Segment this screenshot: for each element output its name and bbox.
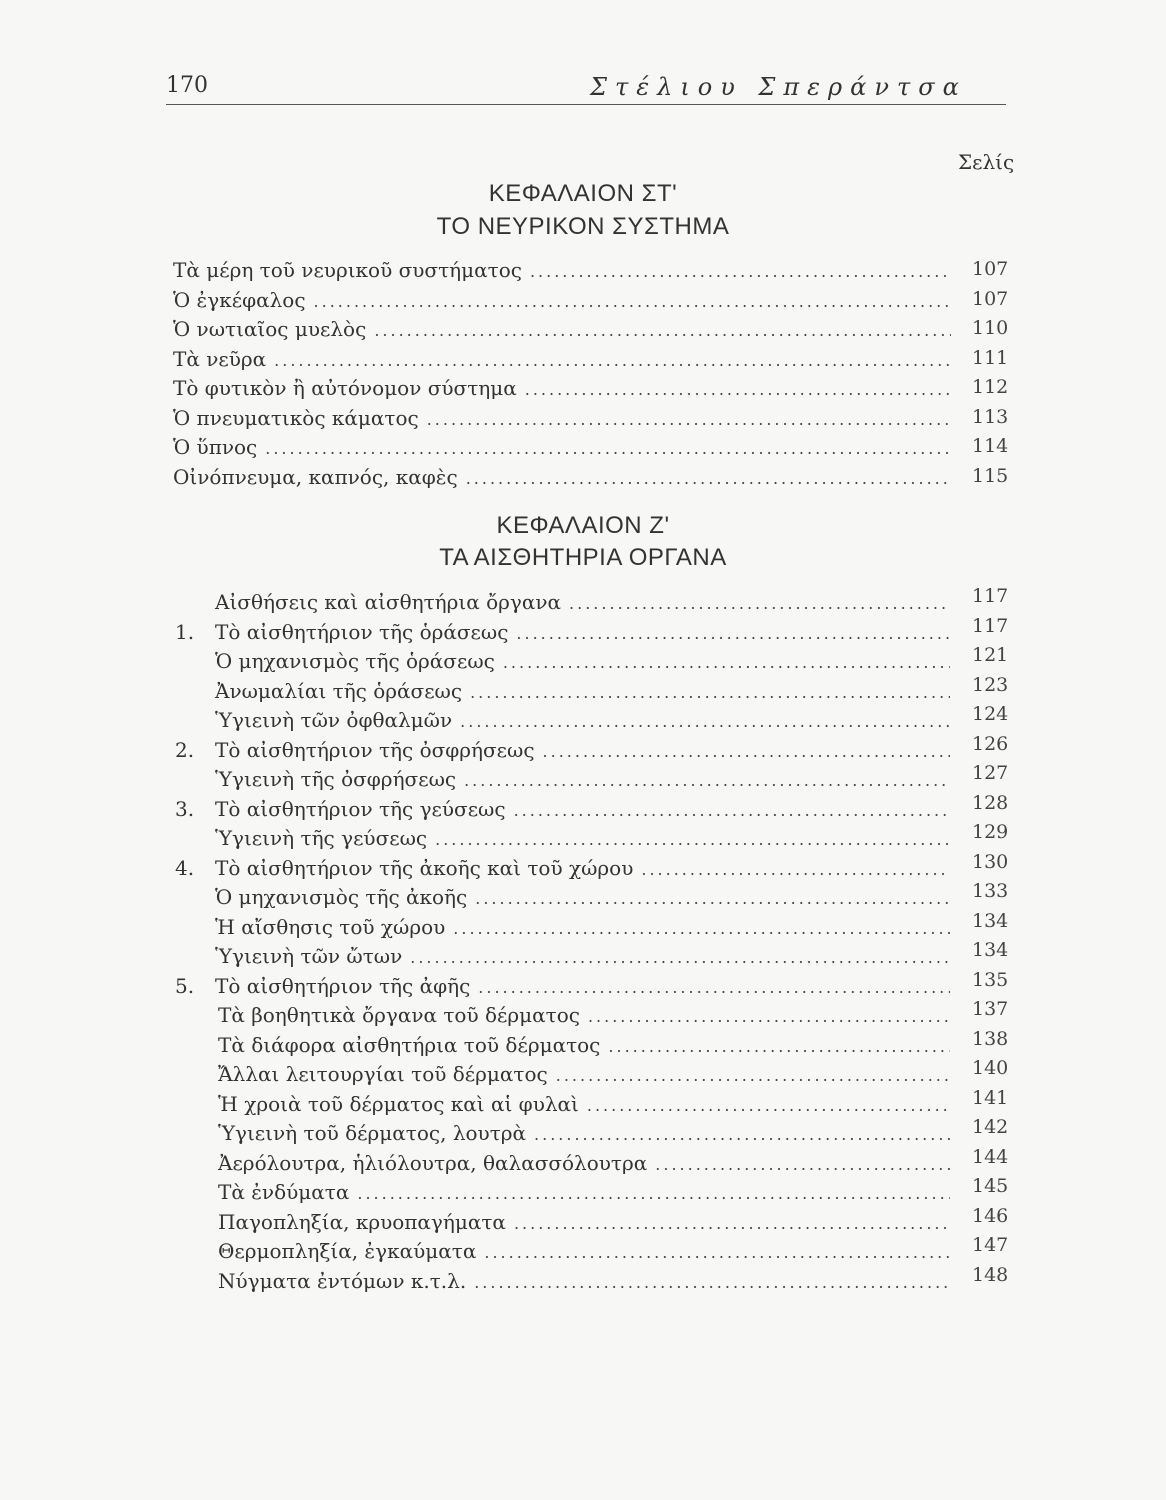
toc-title: Ὑγιεινὴ τῆς γεύσεως	[215, 826, 428, 850]
toc-leader-dots	[410, 948, 950, 967]
toc-title: Οἰνόπνευμα, καπνός, καφὲς	[173, 464, 458, 489]
toc-page-number: 145	[972, 1175, 1009, 1197]
toc-page-number: 146	[972, 1204, 1009, 1227]
toc-leader-dots	[556, 1066, 950, 1085]
chapter6-heading: ΚΕΦΑΛΑΙΟΝ ΣΤ'	[488, 180, 678, 207]
toc-title: Τὰ βοηθητικὰ ὄργανα τοῦ δέρματος	[218, 1003, 580, 1027]
toc-row	[215, 826, 950, 856]
toc-row	[218, 1210, 950, 1240]
toc-leader-dots	[314, 292, 951, 311]
toc-row	[215, 915, 950, 945]
toc-row	[215, 974, 950, 1004]
toc-page-number: 140	[972, 1057, 1009, 1079]
toc-page-number: 117	[972, 585, 1009, 607]
toc-leader-dots	[474, 1273, 950, 1292]
toc-item-number: 1.	[175, 619, 195, 644]
toc-row	[215, 620, 950, 650]
toc-title: Τὰ διάφορα αἰσθητήρια τοῦ δέρματος	[218, 1032, 601, 1057]
toc-row	[173, 258, 951, 288]
toc-page-number: 117	[972, 614, 1009, 637]
toc-row	[173, 317, 951, 347]
toc-title: Ὁ ἐγκέφαλος	[173, 287, 306, 312]
toc-row	[218, 1269, 950, 1299]
page-column-label: Σελίς	[958, 150, 1015, 174]
toc-row	[218, 1121, 950, 1151]
toc-title: Ἀερόλουτρα, ἡλιόλουτρα, θαλασσόλουτρα	[218, 1150, 648, 1175]
toc-page-number: 124	[972, 703, 1009, 725]
toc-leader-dots	[503, 653, 950, 672]
toc-row	[218, 1062, 950, 1092]
toc-leader-dots	[475, 889, 950, 908]
toc-page-number: 135	[972, 968, 1009, 991]
toc-title: Θερμοπληξία, ἐγκαύματα	[218, 1239, 477, 1263]
toc-row	[215, 590, 950, 620]
toc-row	[215, 679, 950, 709]
toc-row	[173, 347, 951, 377]
toc-title: Ἡ χροιὰ τοῦ δέρματος καὶ αἱ φυλαὶ	[218, 1091, 579, 1116]
toc-title: Τὸ φυτικὸν ἢ αὐτόνομον σύστημα	[173, 376, 517, 400]
toc-row	[218, 1092, 950, 1122]
toc-title: Ἄλλαι λειτουργίαι τοῦ δέρματος	[218, 1062, 548, 1086]
toc-row	[215, 738, 950, 768]
toc-page-number: 115	[972, 464, 1009, 487]
toc-row	[218, 1239, 950, 1269]
toc-row	[215, 797, 950, 827]
toc-title: Ἀνωμαλίαι τῆς ὁράσεως	[215, 678, 463, 703]
chapter6-subtitle: ΤΟ ΝΕΥΡΙΚΟΝ ΣΥΣΤΗΜΑ	[436, 213, 730, 240]
toc-title: Τὰ μέρη τοῦ νευρικοῦ συστήματος	[173, 258, 522, 282]
toc-title: Ὑγιεινὴ τῶν ὤτων	[215, 944, 403, 968]
toc-leader-dots	[357, 1184, 950, 1203]
toc-row	[215, 708, 950, 738]
toc-page-number: 128	[972, 791, 1009, 814]
toc-title: Τὸ αἰσθητήριον τῆς γεύσεως	[215, 796, 506, 821]
toc-row	[173, 406, 951, 436]
toc-leader-dots	[435, 830, 950, 849]
toc-row	[173, 376, 951, 406]
toc-leader-dots	[466, 469, 951, 488]
toc-page-number: 133	[972, 880, 1009, 902]
toc-page-number: 113	[972, 405, 1009, 428]
toc-title: Ὁ ὕπνος	[173, 435, 258, 459]
toc-title: Ὁ μηχανισμὸς τῆς ἀκοῆς	[215, 885, 468, 909]
toc-page-number: 112	[972, 376, 1009, 398]
header-rule	[166, 104, 1006, 105]
toc-page-number: 126	[972, 732, 1009, 755]
toc-title: Ἡ αἴσθησις τοῦ χώρου	[215, 914, 446, 939]
toc-leader-dots	[514, 801, 950, 820]
toc-leader-dots	[588, 1007, 950, 1026]
toc-title: Παγοπληξία, κρυοπαγήματα	[218, 1209, 506, 1234]
toc-leader-dots	[453, 919, 950, 938]
toc-page-number: 147	[972, 1234, 1009, 1256]
running-title: Στέλιου Σπεράντσα	[590, 73, 967, 101]
toc-page-number: 127	[972, 762, 1009, 784]
page-number: 170	[166, 73, 208, 98]
toc-item-number: 2.	[175, 737, 195, 762]
toc-title: Ὑγιεινὴ τῶν ὀφθαλμῶν	[215, 708, 453, 732]
toc-leader-dots	[543, 742, 950, 761]
toc-leader-dots	[460, 712, 950, 731]
toc-page-number: 110	[972, 317, 1009, 339]
toc-leader-dots	[484, 1243, 950, 1262]
toc-page-number: 123	[972, 673, 1009, 696]
toc-page-number: 107	[972, 287, 1009, 310]
toc-row	[215, 649, 950, 679]
toc-title: Νύγματα ἐντόμων κ.τ.λ.	[218, 1268, 467, 1293]
toc-title: Τὸ αἰσθητήριον τῆς ἀφῆς	[215, 973, 471, 998]
toc-row	[215, 767, 950, 797]
toc-title: Τὸ αἰσθητήριον τῆς ἀκοῆς καὶ τοῦ χώρου	[215, 855, 634, 880]
toc-leader-dots	[534, 1125, 950, 1144]
toc-title: Τὰ ἐνδύματα	[218, 1180, 350, 1204]
toc-item-number: 3.	[175, 796, 195, 821]
toc-leader-dots	[427, 410, 951, 429]
toc-leader-dots	[274, 351, 951, 370]
toc-title: Ὑγιεινὴ τῆς ὀσφρήσεως	[215, 767, 457, 791]
toc-page-number: 134	[972, 909, 1009, 932]
toc-row	[218, 1151, 950, 1181]
toc-title: Τὸ αἰσθητήριον τῆς ὀσφρήσεως	[215, 737, 535, 762]
toc-page-number: 138	[972, 1027, 1009, 1050]
toc-row	[218, 1003, 950, 1033]
toc-row	[173, 435, 951, 465]
toc-title: Ὁ νωτιαῖος μυελὸς	[173, 317, 367, 341]
toc-leader-dots	[655, 1155, 950, 1174]
toc-leader-dots	[641, 860, 950, 879]
toc-row	[218, 1180, 950, 1210]
toc-page-number: 134	[972, 939, 1009, 961]
toc-page-number: 141	[972, 1086, 1009, 1109]
toc-page-number: 144	[972, 1145, 1009, 1168]
toc-row	[215, 944, 950, 974]
chapter7-heading: ΚΕΦΑΛΑΙΟΝ Ζ'	[496, 512, 670, 539]
toc-page-number: 111	[972, 346, 1009, 369]
toc-row	[173, 465, 951, 495]
toc-leader-dots	[608, 1037, 950, 1056]
toc-leader-dots	[265, 439, 951, 458]
toc-item-number: 4.	[175, 855, 195, 880]
toc-leader-dots	[464, 771, 950, 790]
toc-page-number: 107	[972, 258, 1009, 280]
toc-leader-dots	[374, 321, 951, 340]
toc-title: Ὁ πνευματικὸς κάματος	[173, 405, 419, 430]
toc-title: Αἰσθήσεις καὶ αἰσθητήρια ὄργανα	[215, 590, 562, 614]
toc-leader-dots	[530, 262, 951, 281]
toc-row	[215, 885, 950, 915]
chapter7-subtitle: ΤΑ ΑΙΣΘΗΤΗΡΙΑ ΟΡΓΑΝΑ	[439, 544, 727, 571]
toc-page-number: 137	[972, 998, 1009, 1020]
toc-row	[215, 856, 950, 886]
toc-leader-dots	[569, 594, 950, 613]
toc-page-number: 142	[972, 1116, 1009, 1138]
toc-page-number: 114	[972, 435, 1009, 457]
toc-page-number: 130	[972, 850, 1009, 873]
toc-page-number: 121	[972, 644, 1009, 666]
toc-title: Ὑγιεινὴ τοῦ δέρματος, λουτρὰ	[218, 1121, 527, 1145]
toc-leader-dots	[587, 1096, 950, 1115]
toc-page-number: 148	[972, 1263, 1009, 1286]
toc-row	[218, 1033, 950, 1063]
toc-leader-dots	[514, 1214, 950, 1233]
toc-title: Τὸ αἰσθητήριον τῆς ὁράσεως	[215, 619, 509, 644]
toc-leader-dots	[516, 624, 950, 643]
toc-row	[173, 288, 951, 318]
toc-leader-dots	[470, 683, 950, 702]
toc-title: Τὰ νεῦρα	[173, 346, 267, 371]
toc-leader-dots	[478, 978, 950, 997]
toc-leader-dots	[525, 380, 951, 399]
toc-title: Ὁ μηχανισμὸς τῆς ὁράσεως	[215, 649, 495, 673]
toc-item-number: 5.	[175, 973, 195, 998]
toc-page-number: 129	[972, 821, 1009, 843]
